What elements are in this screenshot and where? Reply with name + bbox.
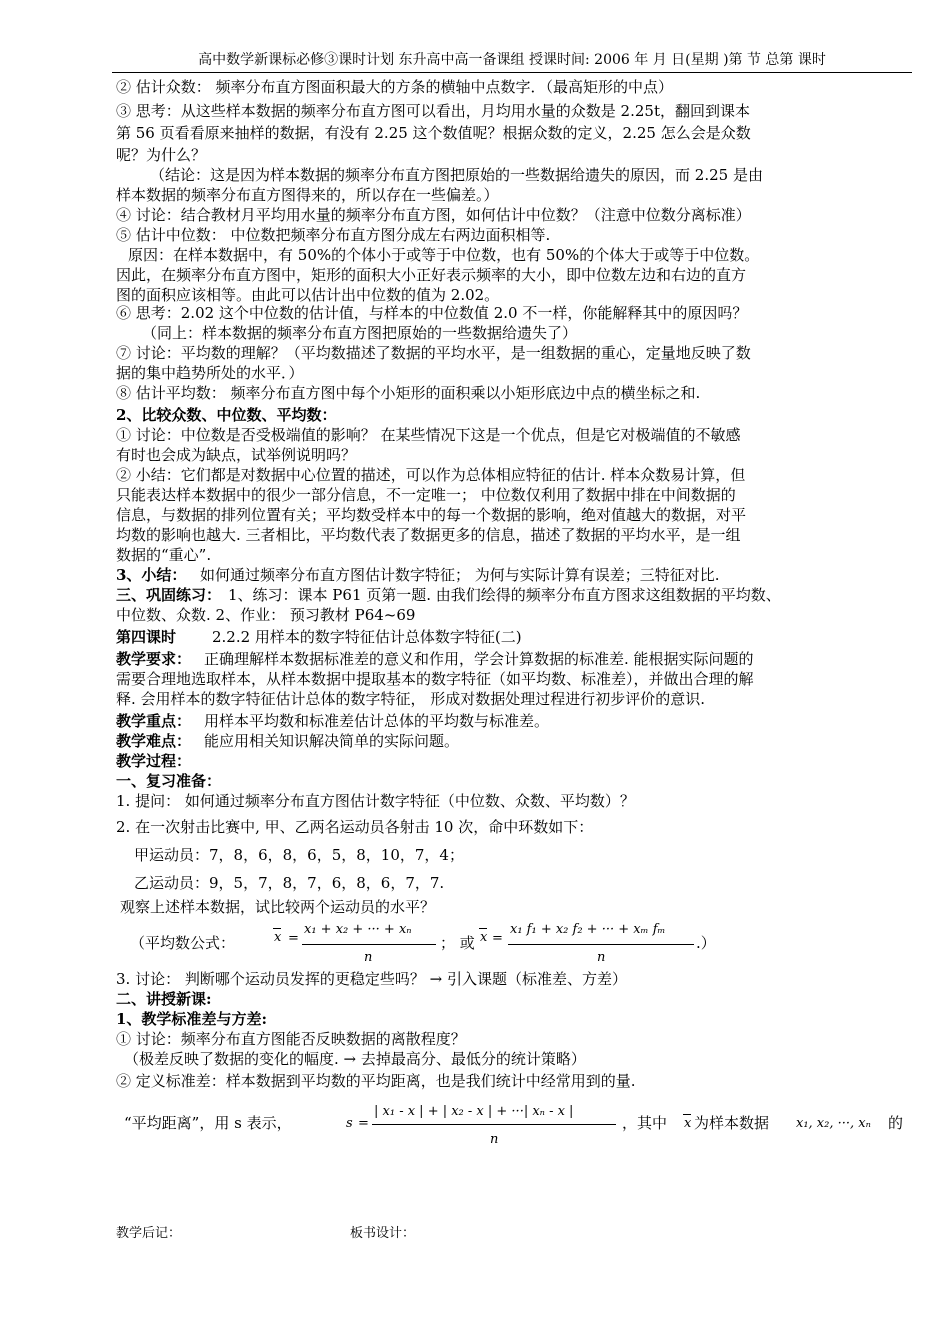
text-line: 需要合理地选取样本，从样本数据中提取基本的数字特征（如平均数、标准差），并做出合理的解 <box>116 670 754 688</box>
section-heading: 教学要求： <box>116 650 192 668</box>
text-line: 有时也会成为缺点，试举例说明吗？ <box>116 446 357 464</box>
text-line: 数据的“重心”. <box>116 546 212 564</box>
text-line: ； 或 <box>440 934 475 952</box>
text-line: 样本数据的频率分布直方图得来的，所以存在一些偏差。） <box>116 186 499 204</box>
text-line: 的 <box>888 1114 904 1132</box>
text-line: 因此，在频率分布直方图中，矩形的面积大小正好表示频率的大小，即中位数左边和右边的直方 <box>116 266 747 284</box>
overbar <box>479 928 487 929</box>
text-line: 能应用相关知识解决简单的实际问题。 <box>204 732 460 750</box>
text-line: ① 讨论：中位数是否受极端值的影响？ 在某些情况下这是一个优点，但是它对极端值的不敏感 <box>116 426 741 444</box>
section-heading: 三、巩固练习： <box>116 586 222 604</box>
text-line: 乙运动员：9，5，7，8，7，6，8，6，7，7. <box>134 874 445 892</box>
text-line: ⑦ 讨论：平均数的理解？（平均数描述了数据的平均水平，是一组数据的重心，定量地反映了数 <box>116 344 751 362</box>
text-line: 正确理解样本数据标准差的意义和作用，学会计算数据的标准差. 能根据实际问题的 <box>204 650 754 668</box>
sample-values: x₁, x₂, ···, xₙ <box>796 1116 871 1131</box>
text-line: 甲运动员：7，8，6，8，6，5，8，10，7，4； <box>134 846 464 864</box>
footer-board-label: 板书设计： <box>350 1226 416 1241</box>
mean-formula-numerator: x₁ + x₂ + ··· + xₙ <box>304 922 412 937</box>
text-line: ② 小结：它们都是对数据中心位置的描述，可以作为总体相应特征的估计. 样本众数易计算，但 <box>116 466 746 484</box>
section-heading: 教学重点： <box>116 712 192 730</box>
text-line: 2. 在一次射击比赛中, 甲、乙两名运动员各射击 10 次，命中环数如下： <box>116 818 594 836</box>
mean-symbol: x <box>480 930 488 945</box>
lesson-heading: 第四课时 <box>116 628 177 646</box>
text-line: 用样本平均数和标准差估计总体的平均数与标准差。 <box>204 712 550 730</box>
formula-label: （平均数公式： <box>130 934 236 952</box>
weighted-mean-denominator: n <box>597 950 606 965</box>
text-line: （极差反映了数据的变化的幅度. → 去掉最高分、最低分的统计策略） <box>124 1050 586 1068</box>
equals-sign: = <box>288 931 299 946</box>
section-heading: 教学难点： <box>116 732 192 750</box>
section-heading: 2、比较众数、中位数、平均数： <box>116 406 337 424</box>
section-heading: 3、小结： <box>116 566 187 584</box>
weighted-mean-numerator: x₁ f₁ + x₂ f₂ + ··· + xₘ fₘ <box>510 922 666 937</box>
text-line: 信息，与数据的排列位置有关；平均数受样本中的每一个数据的影响，绝对值越大的数据，对平 <box>116 506 747 524</box>
text-line: ② 定义标准差：样本数据到平均数的平均距离，也是我们统计中经常用到的量. <box>116 1072 636 1090</box>
footer-notes-label: 教学后记： <box>116 1226 182 1241</box>
text-line: 图的面积应该相等。由此可以估计出中位数的值为 2.02。 <box>116 286 500 304</box>
text-line: 均数的影响也越大. 三者相比，平均数代表了数据更多的信息，描述了数据的平均水平，是一组 <box>116 526 741 544</box>
text-line: 中位数、众数. 2、作业： 预习教材 P64~69 <box>116 606 416 624</box>
text-line: ⑥ 思考：2.02 这个中位数的估计值，与样本的中位数值 2.0 不一样，你能解释其中的原因吗？ <box>116 304 748 322</box>
text-line: 释. 会用样本的数字特征估计总体的数字特征， 形成对数据处理过程进行初步评价的意识. <box>116 690 706 708</box>
equals-sign: = <box>492 931 503 946</box>
text-line: 为样本数据 <box>694 1114 770 1132</box>
sd-symbol: s <box>346 1116 353 1131</box>
mean-formula-denominator: n <box>364 950 373 965</box>
page-header: 高中数学新课标必修③课时计划 东升高中高一备课组 授课时间: 2006 年 月 日(星期 )第 节 总第 课时 <box>112 50 912 73</box>
text-line: 第 56 页看看原来抽样的数据，有没有 2.25 这个数值呢？根据众数的定义，2.25 怎么会是众数 <box>116 124 751 142</box>
lesson-title: 2.2.2 用样本的数字特征估计总体数字特征(二) <box>212 628 522 646</box>
text-line: 据的集中趋势所处的水平．） <box>116 364 304 382</box>
text-line: 只能表达样本数据中的很少一部分信息，不一定唯一； 中位数仅利用了数据中排在中间数据的 <box>116 486 736 504</box>
text-line: ① 讨论：频率分布直方图能否反映数据的离散程度？ <box>116 1030 466 1048</box>
mean-symbol: x <box>684 1116 692 1131</box>
text-line: ④ 讨论：结合教材月平均用水量的频率分布直方图，如何估计中位数？（注意中位数分离标准） <box>116 206 751 224</box>
fraction-bar <box>508 944 694 945</box>
text-line: 1、练习：课本 P61 页第一题. 由我们绘得的频率分布直方图求这组数据的平均数、 <box>228 586 781 604</box>
text-line: ⑧ 估计平均数： 频率分布直方图中每个小矩形的面积乘以小矩形底边中点的横坐标之和. <box>116 384 701 402</box>
text-line: 1. 提问： 如何通过频率分布直方图估计数字特征（中位数、众数、平均数）？ <box>116 792 635 810</box>
overbar <box>273 928 281 929</box>
fraction-bar <box>372 1124 616 1125</box>
text-line: .） <box>696 934 716 952</box>
fraction-bar <box>302 944 436 945</box>
text-line: 呢？为什么？ <box>116 146 207 164</box>
section-heading: 教学过程： <box>116 752 192 770</box>
equals-sign: = <box>358 1116 369 1131</box>
overbar <box>683 1114 691 1115</box>
section-heading: 1、教学标准差与方差: <box>116 1010 267 1028</box>
sd-formula-denominator: n <box>490 1132 499 1147</box>
text-line: （同上：样本数据的频率分布直方图把原始的一些数据给遗失了） <box>142 324 578 342</box>
text-line: ③ 思考：从这些样本数据的频率分布直方图可以看出，月均用水量的众数是 2.25t，翻回到课本 <box>116 102 750 120</box>
text-line: ⑤ 估计中位数： 中位数把频率分布直方图分成左右两边面积相等. <box>116 226 551 244</box>
text-line: （结论：这是因为样本数据的频率分布直方图把原始的一些数据给遗失的原因，而 2.25 是由 <box>150 166 763 184</box>
text-line: 原因：在样本数据中，有 50%的个体小于或等于中位数，也有 50%的个体大于或等于中位数。 <box>128 246 760 264</box>
text-line: 如何通过频率分布直方图估计数字特征； 为何与实际计算有误差；三特征对比. <box>200 566 720 584</box>
mean-symbol: x <box>274 930 282 945</box>
text-line: ，其中 <box>622 1114 668 1132</box>
text-line: 3. 讨论： 判断哪个运动员发挥的更稳定些吗？ → 引入课题（标准差、方差） <box>116 970 627 988</box>
text-line: 观察上述样本数据，试比较两个运动员的水平？ <box>120 898 436 916</box>
section-heading: 二、讲授新课: <box>116 990 212 1008</box>
text-line: ② 估计众数： 频率分布直方图面积最大的方条的横轴中点数字．（最高矩形的中点） <box>116 78 674 96</box>
section-heading: 一、复习准备： <box>116 772 222 790</box>
sd-formula-numerator: | x₁ - x | + | x₂ - x | + ···| xₙ - x | <box>374 1104 574 1119</box>
text-line: “平均距离”，用 s 表示， <box>124 1114 292 1132</box>
